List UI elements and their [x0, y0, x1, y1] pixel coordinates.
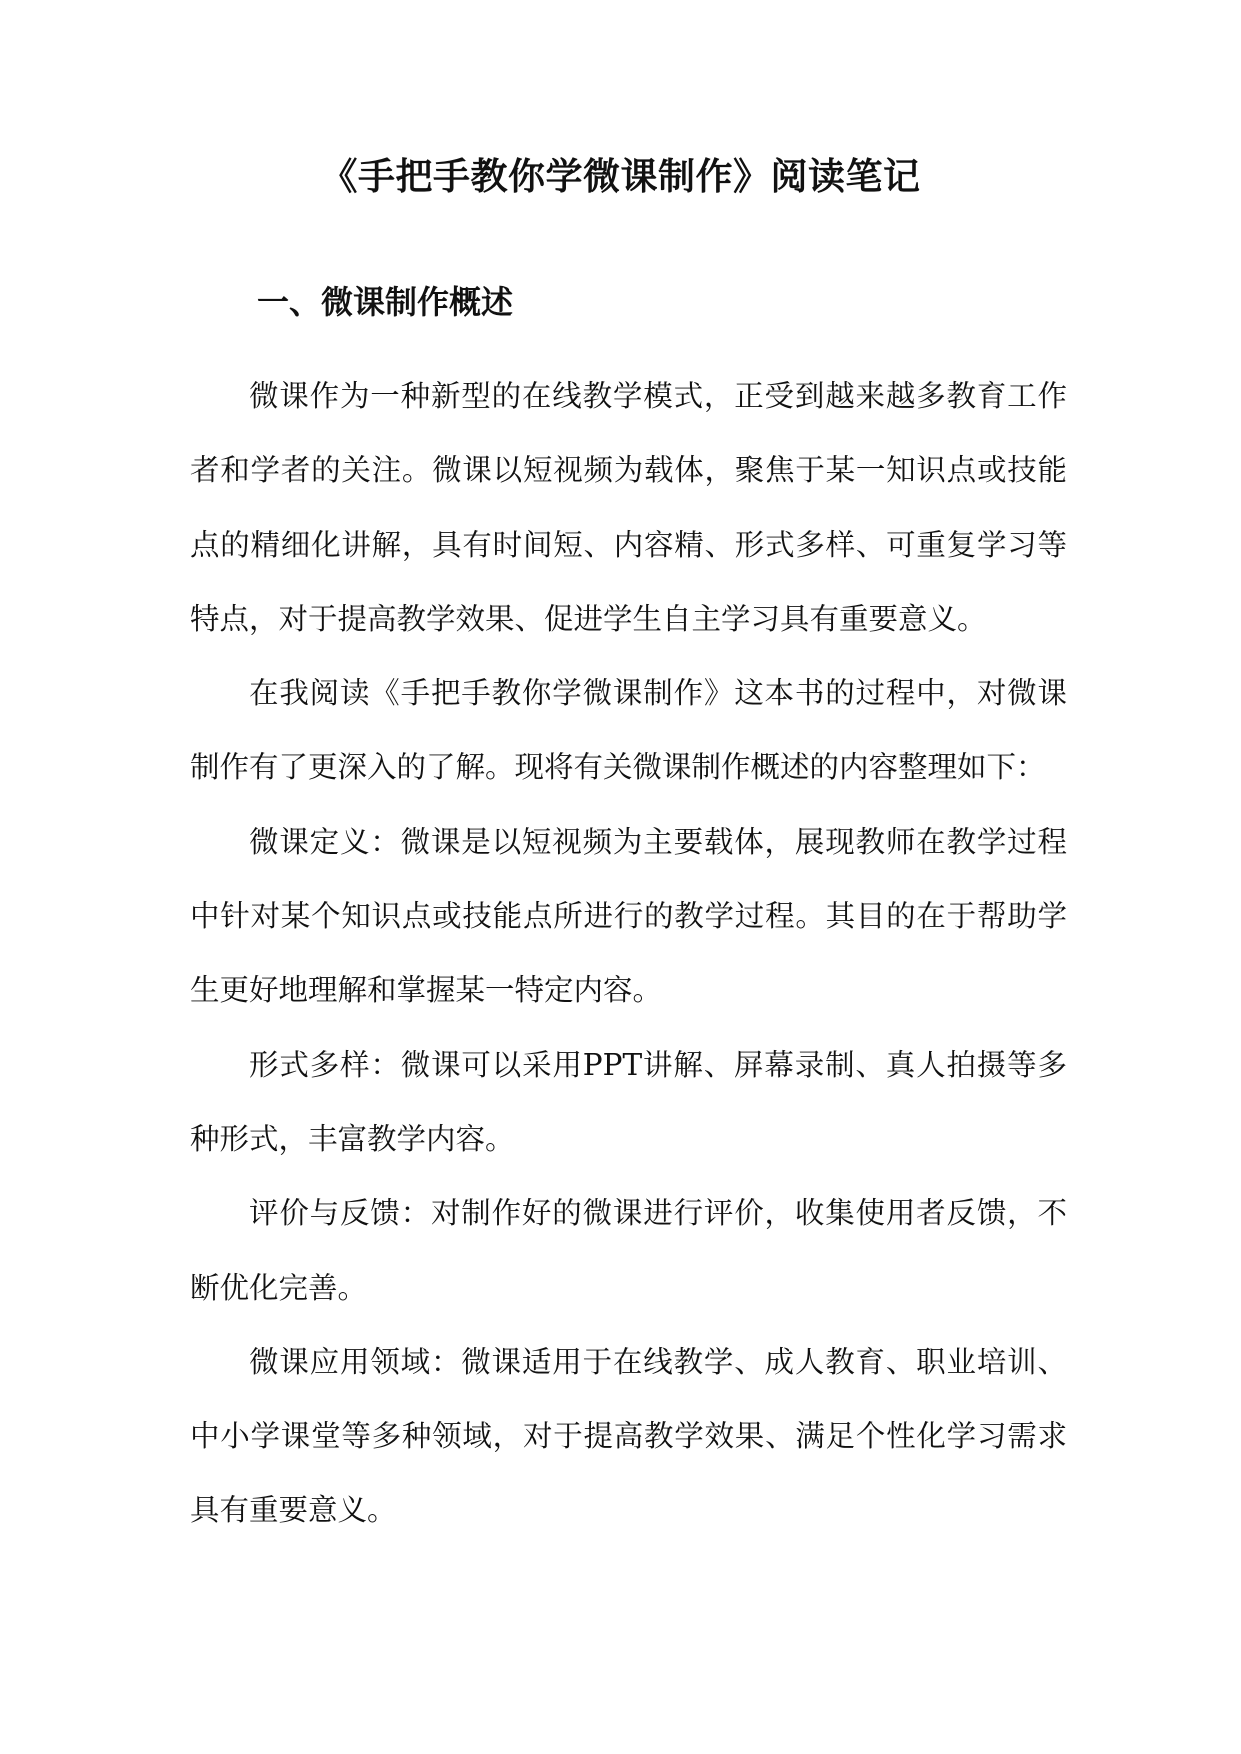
paragraph-forms: 形式多样：微课可以采用PPT讲解、屏幕录制、真人拍摄等多种形式，丰富教学内容。: [190, 1047, 1067, 1156]
document-title: 《手把手教你学微课制作》阅读笔记: [320, 154, 921, 198]
paragraph-intro: 微课作为一种新型的在线教学模式，正受到越来越多教育工作者和学者的关注。微课以短视频为载体，聚焦于某一知识点或技能点的精细化讲解，具有时间短、内容精、形式多样、可重复学习等特点，对于提高教学效果、促进学生自主学习具有重要意义。: [190, 379, 1067, 636]
paragraph-applications: 微课应用领域：微课适用于在线教学、成人教育、职业培训、中小学课堂等多种领域，对于提高教学效果、满足个性化学习需求具有重要意义。: [190, 1344, 1067, 1528]
document-body: [190, 359, 1067, 1548]
paragraph-definition: 微课定义：微课是以短视频为主要载体，展现教师在教学过程中针对某个知识点或技能点所进行的教学过程。其目的在于帮助学生更好地理解和掌握某一特定内容。: [190, 824, 1067, 1008]
paragraph-reading: 在我阅读《手把手教你学微课制作》这本书的过程中，对微课制作有了更深入的了解。现将有关微课制作概述的内容整理如下：: [190, 676, 1067, 785]
paragraph-evaluation: 评价与反馈：对制作好的微课进行评价，收集使用者反馈，不断优化完善。: [190, 1196, 1067, 1305]
section-heading: 一、微课制作概述: [257, 283, 514, 321]
